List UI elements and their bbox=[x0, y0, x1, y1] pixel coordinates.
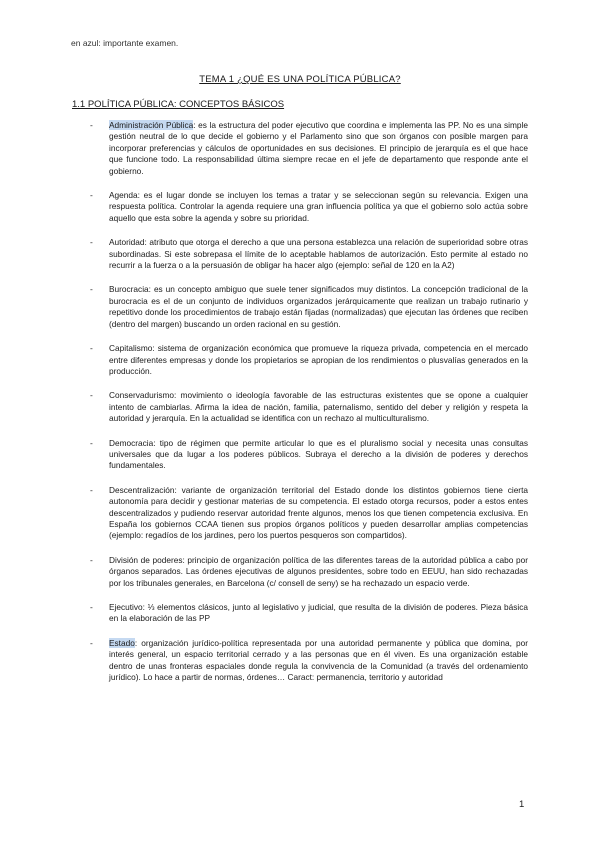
term: Burocracia bbox=[109, 284, 149, 295]
term: Ejecutivo bbox=[109, 602, 143, 612]
bullet-dash: - bbox=[90, 120, 93, 130]
term: Autoridad bbox=[109, 237, 145, 248]
list-item-division-de-poderes bbox=[0, 555, 528, 589]
list-item-democracia bbox=[0, 438, 528, 472]
list-item-capitalismo bbox=[0, 343, 528, 377]
term: Descentralización bbox=[109, 484, 175, 495]
bullet-dash: - bbox=[90, 343, 93, 354]
list-item-conservadurismo bbox=[0, 390, 528, 424]
page-title: TEMA 1 ¿QUÉ ES UNA POLÍTICA PÚBLICA? bbox=[199, 74, 401, 85]
definition-text: : movimiento o ideología favorable de las estructuras existentes que se opone a cualquier intento de cambiarlas. Afirma la idea de nación, familia, paternalismo, sentido del deber y religión y respeta la autoridad y jerarquía. En la actualidad se identifica con un rechazo al multiculturalismo. bbox=[109, 390, 528, 424]
bullet-dash: - bbox=[90, 237, 93, 248]
bullet-dash: - bbox=[90, 554, 93, 565]
term: Agenda bbox=[109, 190, 138, 201]
definition-text: : tipo de régimen que permite articular lo que es el pluralismo social y necesita unas consultas universales que da lugar a los poderes públicos. Subraya el derecho a la división de poderes y derechos fundamentales. bbox=[109, 437, 528, 471]
bullet-dash: - bbox=[90, 437, 93, 448]
definition-text: : es el lugar donde se incluyen los temas a tratar y se seleccionan según su relevancia. Exigen una respuesta política. Controlar la agenda requiere una gran influencia política ya que el gobierno solo actúa sobre aquello que esta sobre la agenda y sobre su prioridad. bbox=[109, 190, 528, 223]
list-item-estado bbox=[0, 638, 528, 684]
list-item-autoridad bbox=[0, 237, 528, 271]
term: Conservadurismo bbox=[109, 390, 175, 401]
term-highlighted: Administración Pública bbox=[109, 120, 194, 130]
bullet-dash: - bbox=[90, 637, 93, 648]
list-item-ejecutivo bbox=[0, 602, 528, 625]
term-highlighted: Estado bbox=[109, 637, 135, 648]
bullet-dash: - bbox=[90, 484, 93, 495]
bullet-dash: - bbox=[90, 602, 93, 612]
definition-text: : atributo que otorga el derecho a que una persona establezca una relación de superioridad sobre otras subordinadas. Si este sobrepasa el límite de lo aceptable hablamos de autorización. Esto permite al estado no recurrir a la fuerza o a la persuasión de obligar ha hacer algo (ejemplo: señal de 120 en la A2) bbox=[109, 237, 528, 271]
definition-text: : ⅓ elementos clásicos, junto al legislativo y judicial, que resulta de la división de poderes. Pieza básica en la elaboración de las PP bbox=[109, 602, 528, 624]
header-note: en azul: importante examen. bbox=[71, 38, 179, 48]
bullet-dash: - bbox=[90, 284, 93, 295]
list-item-administracion-publica bbox=[0, 120, 528, 177]
bullet-dash: - bbox=[90, 190, 93, 201]
section-heading: 1.1 POLÍTICA PÚBLICA: CONCEPTOS BÁSICOS bbox=[72, 99, 285, 110]
list-item-descentralizacion bbox=[0, 485, 528, 542]
term: División de poderes bbox=[109, 554, 183, 565]
page-number: 1 bbox=[519, 799, 525, 810]
list-item-agenda bbox=[0, 190, 528, 224]
definition-text: : principio de organización política de las diferentes tareas de la autoridad pública a cabo por órganos separados. Las órdenes ejecutivas de algunos presidentes, sobre todo en EEUU, han sido rechazadas por los tribunales generales, en Barcelona (c/ consell de seny) se ha rechazado un espacio verde. bbox=[109, 554, 528, 588]
definition-text: : sistema de organización económica que promueve la riqueza privada, competencia en el mercado entre diferentes empresas y donde los propietarios se apropian de los rendimientos o plusvalías generados en la producción. bbox=[109, 343, 528, 376]
bullet-dash: - bbox=[90, 390, 93, 401]
term: Capitalismo bbox=[109, 343, 153, 354]
definition-text: : es la estructura del poder ejecutivo que coordina e implementa las PP. No es una simple gestión neutral de lo que decide el gobierno y el Parlamento sino que son órganos con posible margen para incorporar preferencias y cálculos de oportunidades en sus decisiones. El principio de jerarquía es el que hace que funcione todo. La responsabilidad última siempre recae en el jefe de departamento que responde ante el gobierno. bbox=[109, 120, 528, 176]
definitions-list bbox=[0, 120, 600, 696]
term: Democracia bbox=[109, 437, 154, 448]
definition-text: : es un concepto ambiguo que suele tener significados muy distintos. La concepción tradicional de la burocracia es el de un conjunto de individuos organizados jerárquicamente que realizan un trabajo rutinario y repetitivo donde los procedimientos de trabajo están fijadas (normalizadas) que ejecutan las órdenes que reciben (dentro del margen) buscando un orden racional en su gestión. bbox=[109, 284, 528, 329]
definition-text: : organización jurídico-política representada por una autoridad permanente y pública que domina, por interés general, un espacio territorial cerrado y a las personas que en él viven. Es una organización estable dentro de unas fronteras espaciales donde regula la convivencia de la Comunidad (a través del ordenamiento jurídico). Lo hace a partir de normas, órdenes… Caract: permanencia, territorio y autoridad bbox=[109, 637, 528, 683]
definition-text: : variante de organización territorial del Estado donde los distintos gobiernos tiene cierta autonomía para decidir y gestionar materias de su competencia. El estado otorga recursos, poder a estos entes descentralizados y pudiendo reservar autoridad frente algunos, menos los que tienen competencia exclusiva. En España los gobiernos CCAA tienen sus propios órganos políticos y pueden desarrollar amplias competencias (ejemplo: regadíos de los jardines, pero los puertos pesqueros son compartidos). bbox=[109, 484, 528, 541]
list-item-burocracia bbox=[0, 284, 528, 330]
